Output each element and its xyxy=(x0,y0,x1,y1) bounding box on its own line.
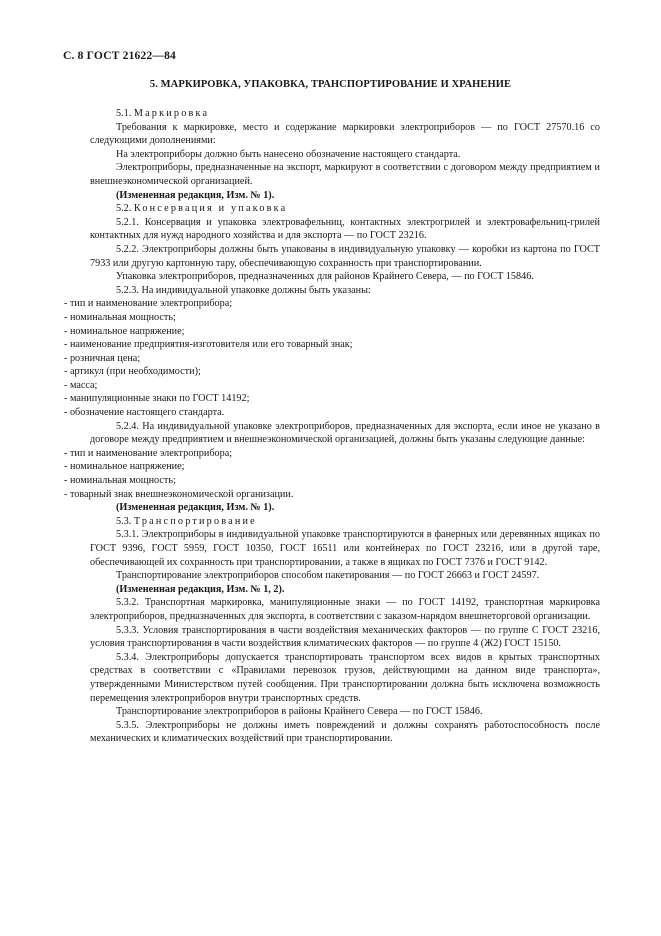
list-item: - артикул (при необходимости); xyxy=(64,366,201,378)
paragraph-5-2-4: 5.2.4. На индивидуальной упаковке электроприборов, предназначенных для экспорта, если иное не указано в договоре между предприятием и внешнеэкономической организацией, должны быть указаны следующие данные: xyxy=(90,420,600,446)
page-header: С. 8 ГОСТ 21622—84 xyxy=(63,50,176,62)
paragraph-5-2-2-b: Упаковка электроприборов, предназначенных для районов Крайнего Севера, — по ГОСТ 15846. xyxy=(116,271,534,283)
section-title: 5. МАРКИРОВКА, УПАКОВКА, ТРАНСПОРТИРОВАНИЕ И ХРАНЕНИЕ xyxy=(149,79,512,90)
paragraph-5-3-4-b: Транспортирование электроприборов в районы Крайнего Севера — по ГОСТ 15846. xyxy=(116,706,483,718)
list-item: - номинальное напряжение; xyxy=(64,325,185,337)
paragraph-5-3-4: 5.3.4. Электроприборы допускается транспортировать транспортом всех видов в крытых транспортных средствах в соответствии с «Правилами перевозок грузов, действующими на данном виде транспорта», утвержденными Министерством путей сообщения. При транспортировании должна быть исключена возможность перемещения электроприборов внутри транспортных средств. xyxy=(90,651,600,704)
paragraph-5-2-1: 5.2.1. Консервация и упаковка электровафельниц, контактных электрогрилей и электровафельниц-грилей контактных для нужд народного хозяйства и для экспорта — по ГОСТ 23216. xyxy=(90,216,600,242)
list-item: - розничная цена; xyxy=(64,352,141,364)
list-item: - тип и наименование электроприбора; xyxy=(64,447,233,459)
list-item: - наименование предприятия-изготовителя или его товарный знак; xyxy=(64,339,353,351)
subsection-heading-5-2: 5.2. Консервация и упаковка xyxy=(116,203,288,215)
subsection-heading-5-1: 5.1. Маркировка xyxy=(116,108,210,119)
list-item: - товарный знак внешнеэкономической организации. xyxy=(64,488,294,500)
paragraph-5-2-2: 5.2.2. Электроприборы должны быть упакованы в индивидуальную упаковку — коробки из картона по ГОСТ 7933 или другую картонную тару, обеспечивающую сохранность при транспортировании. xyxy=(90,243,600,269)
paragraph-5-1-c: Электроприборы, предназначенные на экспорт, маркируют в соответствии с договором между предприятием и внешнеэкономической организацией. xyxy=(90,162,600,187)
list-item: - манипуляционные знаки по ГОСТ 14192; xyxy=(64,393,250,405)
paragraph-5-3-3: 5.3.3. Условия транспортирования в части воздействия механических факторов — по группе С ГОСТ 23216, условия транспортирования в части воздействия климатических факторов — по группе 4 (Ж2) ГОСТ 15150. xyxy=(90,624,600,650)
paragraph-5-3-1: 5.3.1. Электроприборы в индивидуальной упаковке транспортируются в фанерных или деревянных ящиках по ГОСТ 9396, ГОСТ 5959, ГОСТ 10350, ГОСТ 16511 или контейнерах по ГОСТ 23216, или в другой таре, обеспечивающей их сохранность при транспортировании, а также в ящиках по ГОСТ 7376 и ГОСТ 9142. xyxy=(90,529,600,568)
list-item: - номинальная мощность; xyxy=(64,311,176,323)
paragraph-5-1-a: Требования к маркировке, место и содержание маркировки электроприборов — по ГОСТ 27570.16 со следующими дополнениями: xyxy=(90,121,600,147)
list-5-2-4 xyxy=(64,447,600,501)
list-item: - обозначение настоящего стандарта. xyxy=(64,407,225,419)
paragraph-5-3-1-b: Транспортирование электроприборов способом пакетирования — по ГОСТ 26663 и ГОСТ 24597. xyxy=(116,570,540,582)
paragraph-5-3-5: 5.3.5. Электроприборы не должны иметь повреждений и должны сохранять работоспособность после механических и климатических воздействий при транспортировании. xyxy=(90,719,600,745)
list-item: - номинальное напряжение; xyxy=(64,461,185,473)
list-5-2-3 xyxy=(64,297,600,419)
list-item: - тип и наименование электроприбора; xyxy=(64,298,233,310)
paragraph-5-2-3: 5.2.3. На индивидуальной упаковке должны быть указаны: xyxy=(116,284,371,296)
paragraph-5-1-b: На электроприборы должно быть нанесено обозначение настоящего стандарта. xyxy=(116,148,461,160)
revision-note: (Измененная редакция, Изм. № 1). xyxy=(116,189,275,201)
subsection-heading-5-3: 5.3. Транспортирование xyxy=(116,515,257,527)
paragraph-5-3-2: 5.3.2. Транспортная маркировка, манипуляционные знаки — по ГОСТ 14192, транспортная маркировка электроприборов, предназначенных для экспорта, в соответствии с заказом-нарядом внешнеторговой организации. xyxy=(90,597,600,622)
list-item: - номинальная мощность; xyxy=(64,475,176,487)
revision-note: (Измененная редакция, Изм. № 1, 2). xyxy=(116,583,285,595)
document-body xyxy=(64,107,600,746)
revision-note: (Измененная редакция, Изм. № 1). xyxy=(116,502,275,514)
list-item: - масса; xyxy=(64,379,98,391)
